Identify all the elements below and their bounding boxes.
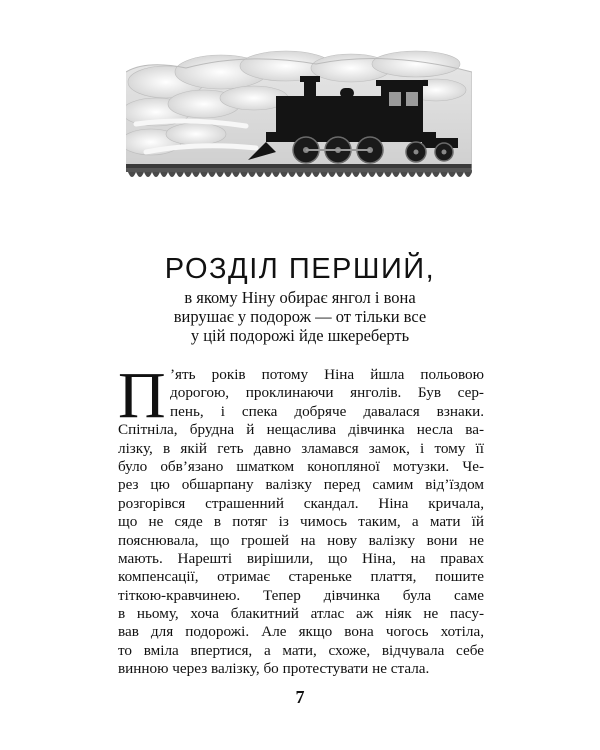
body-text xyxy=(118,366,484,679)
text-line: розгорівся страшенний скандал. Ніна кричала, xyxy=(118,494,484,512)
text-line: тіткою-кравчинею. Тепер дівчинка була саме xyxy=(118,586,484,604)
chapter-title: РОЗДІЛ ПЕРШИЙ, xyxy=(164,253,436,285)
steam-locomotive-illustration xyxy=(126,42,472,190)
steam-locomotive-icon xyxy=(126,42,472,190)
subtitle-line: в якому Ніну обирає янгол і вона xyxy=(184,288,416,307)
text-line: мають. Нарешті вирішили, що Ніна, на правах xyxy=(118,549,484,567)
text-line: дорогою, проклинаючи янголів. Був сер- xyxy=(170,384,484,402)
text-line: було обв’язано шматком конопляної мотузки. Че- xyxy=(118,457,484,475)
text-line: компенсації, отримає стареньке плаття, пошите xyxy=(118,568,484,586)
drop-cap: П xyxy=(118,359,166,432)
text-line: винною через валізку, бо протестувати не стала. xyxy=(118,660,430,678)
text-line: Спітніла, брудна й нещаслива дівчинка несла ва- xyxy=(118,421,484,439)
text-line: пень, і спека добряче давалася взнаки. xyxy=(170,402,484,420)
subtitle-line: у цій подорожі йде шкереберть xyxy=(190,326,410,345)
subtitle-line: вирушає у подорож — от тільки все xyxy=(173,307,427,326)
text-line: лізку, в якій геть давно зламався замок, і тому її xyxy=(118,439,484,457)
chapter-subtitle xyxy=(118,288,482,345)
text-line: вав для подорожі. Але якщо вона чогось хотіла, xyxy=(118,623,484,641)
text-line: в ньому, хоча блакитний атлас аж ніяк не пасу- xyxy=(118,605,484,623)
text-line: то вміла впертися, а мати, схоже, відчувала себе xyxy=(118,641,484,659)
text-line: що не сяде в потяг із чимось таким, а мати їй xyxy=(118,513,484,531)
text-line: рез цю обшарпану валізку перед самим від’їздом xyxy=(118,476,484,494)
text-line: пояснювала, що грошей на нову валізку вони не xyxy=(118,531,484,549)
text-line: ’ять років потому Ніна йшла польовою xyxy=(170,366,484,383)
page-number: 7 xyxy=(295,687,305,707)
